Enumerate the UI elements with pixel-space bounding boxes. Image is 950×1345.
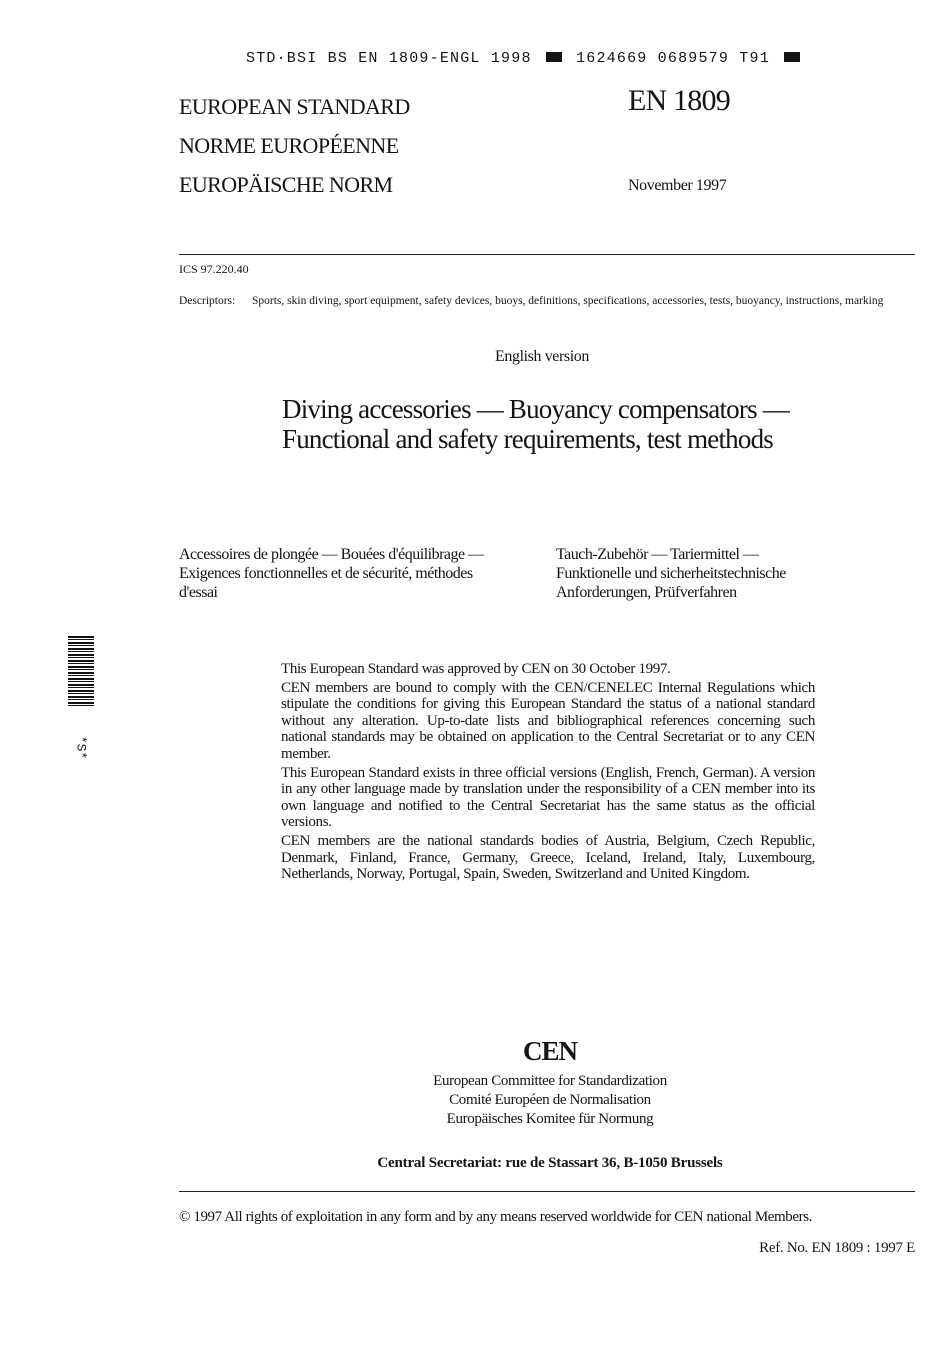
french-title (179, 545, 539, 602)
reference-number: Ref. No. EN 1809 : 1997 E (759, 1240, 915, 1256)
descriptors-label: Descriptors: (179, 295, 236, 307)
descriptors-text: Sports, skin diving, sport equipment, safety devices, buoys, definitions, specifications, accessories, tests, buoyancy, instructions, marking (252, 295, 884, 307)
german-title-line1: Tauch-Zubehör — Tariermittel — (556, 546, 759, 563)
main-title-line2: Functional and safety requirements, test methods (282, 424, 773, 454)
version-label: English version (495, 348, 589, 365)
top-divider (179, 254, 915, 255)
french-title-line2: Exigences fonctionnelles et de sécurité, méthodes (179, 565, 473, 582)
german-title-line2: Funktionelle und sicherheitstechnische (556, 565, 786, 582)
cen-name-fr: Comité Européen de Normalisation (449, 1092, 651, 1108)
french-title-line1: Accessoires de plongée — Bouées d'équilibrage — (179, 546, 484, 563)
paragraph-versions: This European Standard exists in three official versions (English, French, German). A version in any other language made by translation under the responsibility of a CEN member into its own language and notified to the Central Secretariat has the same status as the official versions. (281, 764, 815, 831)
title-europaische-norm: EUROPÄISCHE NORM (179, 172, 393, 197)
cen-logo: CEN (522, 1036, 577, 1066)
cen-name-de: Europäisches Komitee für Normung (446, 1111, 654, 1127)
block-mark-icon (784, 52, 800, 62)
paragraph-members: CEN members are the national standards bodies of Austria, Belgium, Czech Republic, Denmark, Finland, France, Germany, Greece, Iceland, Ireland, Italy, Luxembourg, Netherlands, Norway, Portugal, Spain, Sweden, Switzerland and United Kingdom. (281, 832, 815, 883)
german-title-line3: Anforderungen, Prüfverfahren (556, 584, 737, 601)
french-title-line3: d'essai (179, 584, 218, 601)
main-title (282, 394, 882, 454)
approval-statements (281, 661, 815, 885)
margin-code: *S* (73, 735, 89, 760)
standard-number: EN 1809 (628, 84, 730, 117)
german-title (556, 545, 916, 602)
title-norme-europeenne: NORME EUROPÉENNE (179, 133, 399, 158)
central-secretariat: Central Secretariat: rue de Stassart 36, B-1050 Brussels (377, 1155, 723, 1171)
block-mark-icon (546, 52, 562, 62)
document-code-part2: 1624669 0689579 T91 (576, 50, 770, 67)
document-code-part1: STD·BSI BS EN 1809-ENGL 1998 (246, 50, 532, 67)
title-european-standard: EUROPEAN STANDARD (179, 94, 410, 119)
bottom-divider (179, 1191, 915, 1192)
paragraph-regulations: CEN members are bound to comply with the CEN/CENELEC Internal Regulations which stipulate the conditions for giving this European Standard the status of a national standard without any alteration. Up-to-date lists and bibliographical references concerning such national standards may be obtained on application to the Central Secretariat or to any CEN member. (281, 679, 815, 762)
publication-date: November 1997 (628, 177, 727, 194)
paragraph-approval: This European Standard was approved by CEN on 30 October 1997. (281, 661, 671, 677)
copyright-notice: © 1997 All rights of exploitation in any form and by any means reserved worldwide for CEN national Members. (179, 1209, 813, 1225)
cen-name-en: European Committee for Standardization (433, 1073, 667, 1089)
ics-code: ICS 97.220.40 (179, 262, 249, 276)
main-title-line1: Diving accessories — Buoyancy compensators — (282, 394, 789, 424)
document-code-line (246, 50, 804, 67)
barcode-icon (68, 636, 94, 708)
